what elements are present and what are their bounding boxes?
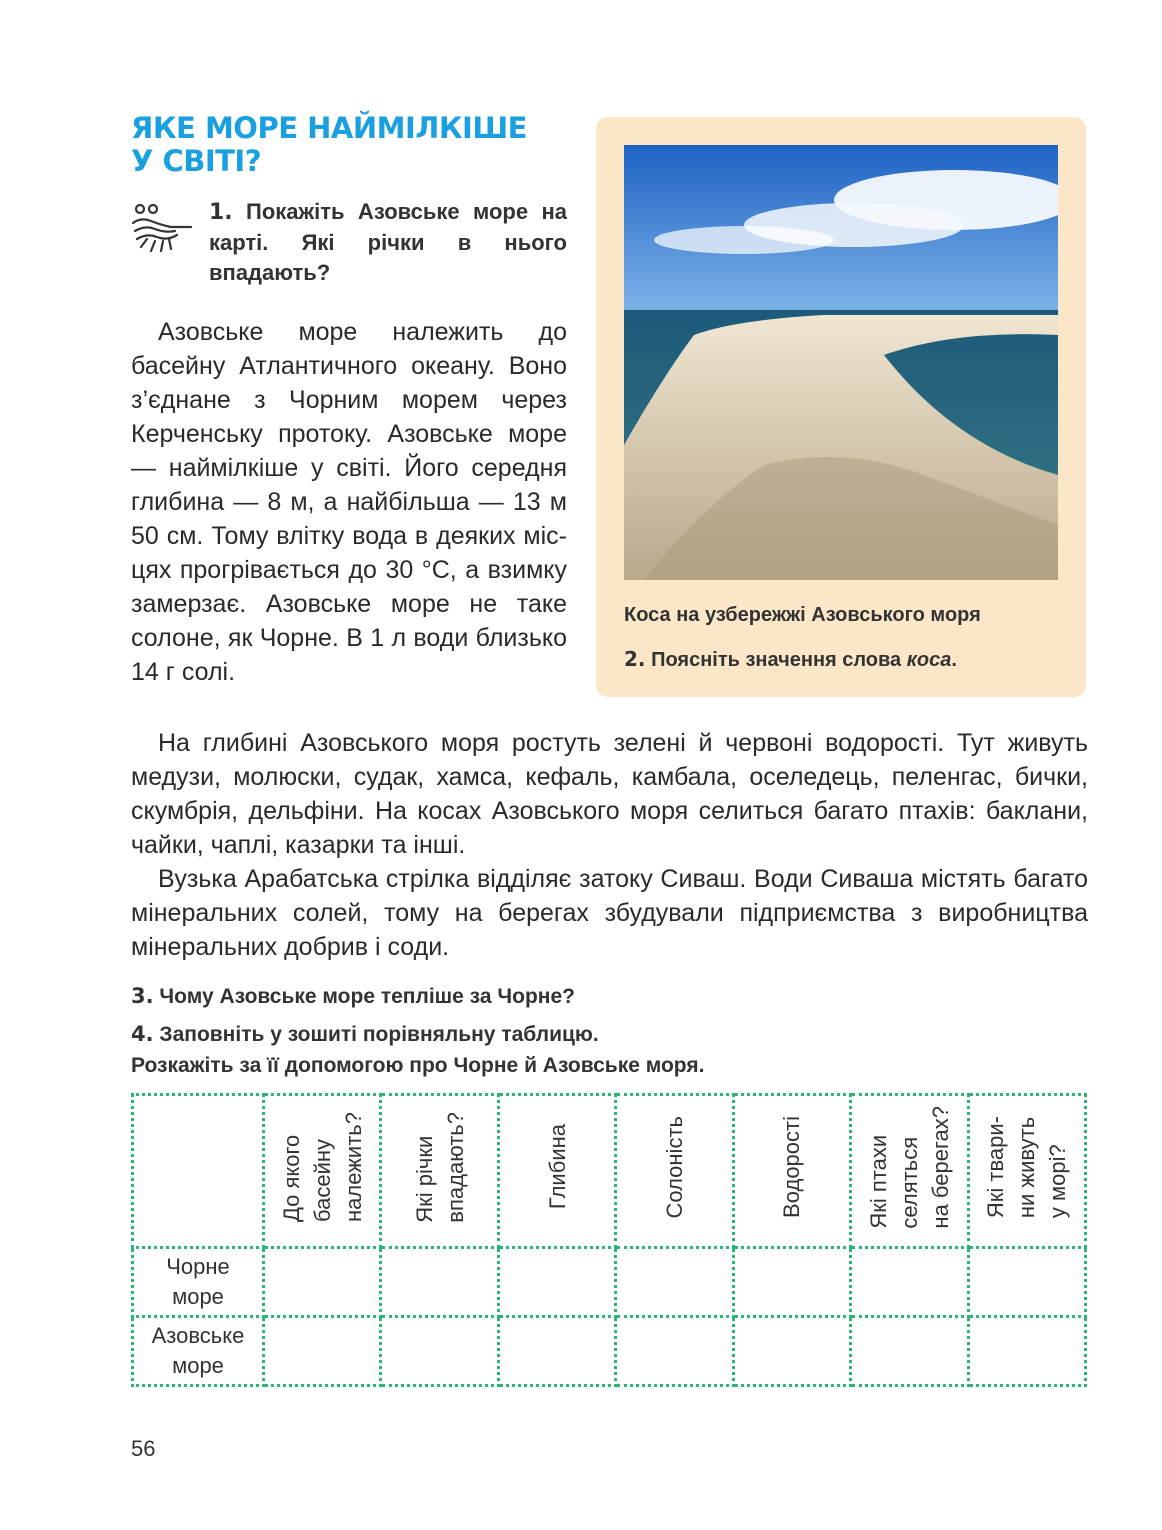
- question-2: [624, 647, 1074, 672]
- question-1-text: Покажіть Азовське море на карті. Які річки в нього впадають?: [209, 199, 567, 285]
- question-1-number: 1.: [209, 200, 233, 225]
- table-header-cell: Які птахи селяться на берегах?: [851, 1095, 968, 1248]
- table-row-label: Азовське море: [133, 1317, 264, 1386]
- table-header-cell: Водорості: [733, 1095, 850, 1248]
- table-cell: [616, 1317, 733, 1386]
- photo-box: [596, 117, 1086, 697]
- table-header-cell: До якого басейну належить?: [264, 1095, 381, 1248]
- section-heading: ЯКЕ МОРЕ НАЙМІЛКІШЕ У СВІТІ?: [131, 111, 527, 178]
- question-3-number: 3.: [131, 984, 154, 1008]
- question-2-emphasis: коса: [906, 649, 952, 671]
- table-header-cell: Солоність: [616, 1095, 733, 1248]
- table-cell: [851, 1248, 968, 1317]
- question-4-number: 4.: [131, 1022, 154, 1046]
- table-cell: [616, 1248, 733, 1317]
- table-cell: [968, 1248, 1085, 1317]
- question-2-number: 2.: [624, 647, 646, 671]
- question-4: [131, 1019, 1031, 1081]
- question-4-text: Заповніть у зошиті порівняльну таблицю.: [153, 1023, 599, 1046]
- table-header-cell: Які річки впадають?: [381, 1095, 498, 1248]
- question-4-line2: Розкажіть за її допомогою про Чорне й Азовське моря.: [131, 1054, 705, 1077]
- comparison-table: [131, 1093, 1087, 1387]
- table-cell: [968, 1317, 1085, 1386]
- page-number: 56: [131, 1436, 156, 1461]
- question-3-text: Чому Азовське море тепліше за Чорне?: [153, 985, 575, 1008]
- paragraph-3: Вузька Арабатська стрілка відділяє затоку Сиваш. Води Сиваша містять багато мінеральних солей, тому на берегах збудували підприємства з виробництва мінеральних добрив і соди.: [131, 865, 1088, 961]
- table-header-row: [133, 1095, 1086, 1248]
- table-cell: [381, 1317, 498, 1386]
- table-row: [133, 1317, 1086, 1386]
- table-cell: [381, 1248, 498, 1317]
- table-cell: [851, 1317, 968, 1386]
- azov-spit-photo: [624, 145, 1058, 580]
- question-2-text: Поясніть значення слова: [645, 649, 907, 671]
- table-header-cell: Глибина: [498, 1095, 615, 1248]
- table-cell: [498, 1248, 615, 1317]
- pair-work-icon: [131, 203, 195, 255]
- table-cell: [498, 1317, 615, 1386]
- table-cell: [264, 1317, 381, 1386]
- question-1: [209, 197, 567, 288]
- table-cell: [264, 1248, 381, 1317]
- table-row-label: Чорне море: [133, 1248, 264, 1317]
- table-header-cell: Які твари- ни живуть у морі?: [968, 1095, 1085, 1248]
- photo-caption: Коса на узбережжі Азовського моря: [624, 604, 981, 626]
- table-cell: [733, 1317, 850, 1386]
- paragraph-2: На глибині Азовського моря ростуть зелені й червоні водорості. Тут живуть медузи, молюски, судак, хамса, кефаль, камбала, оселедець, пеленгас, бички, скумбрія, дельфіни. На косах Азовського моря селиться багато птахів: баклани, чайки, чаплі, казарки та інші.: [131, 729, 1088, 859]
- question-3: [131, 984, 1031, 1009]
- table-row: [133, 1248, 1086, 1317]
- table-corner-cell: [133, 1095, 264, 1248]
- question-2-end: .: [951, 649, 957, 671]
- paragraph-1: Азовське море належить до басейну Атлантичного океану. Воно з’єднане з Чорним морем через Керченську протоку. Азовське море — наймілкіше у світі. Його середня глибина — 8 м, а найбільша — 13 м 50 см. Тому влітку вода в деяких місцях прогрівається до 30 °С, а взимку замерзає. Азовське море не таке солоне, як Чорне. В 1 л води близько 14 г солі.: [131, 318, 567, 686]
- table-cell: [733, 1248, 850, 1317]
